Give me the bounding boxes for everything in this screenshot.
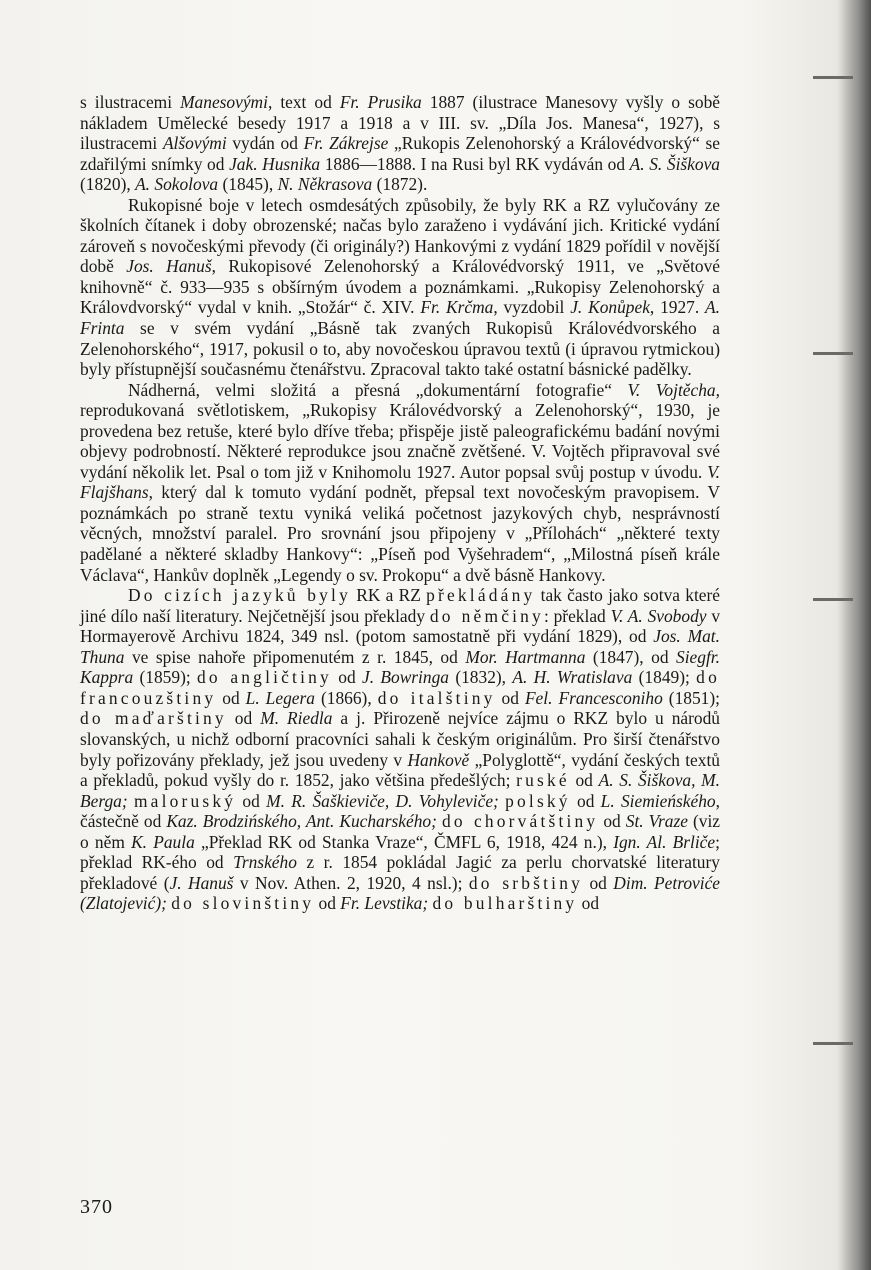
text-run: , reprodukovaná světlotiskem, „Rukopisy Královédvorský a Zelenohorský“, 1930, je provedena bez retuše, které bylo dříve třeba; přispěje jistě paleografickému badání novými objevy podrobností. Některé reprodukce jsou značně zvětšené. V. Vojtěch připravoval své vydání několik let. Psal o tom již v Knihomolu 1927. Autor popsal svůj postup v úvodu. [80, 379, 720, 482]
italic-name: Alšovými [162, 133, 227, 154]
spaced-emphasis: do němčiny [429, 605, 544, 626]
text-run: (1872). [372, 174, 428, 195]
italic-name: Jos. Hanuš [126, 256, 212, 277]
italic-name: Dim. Petroviće (Zlatojević); [80, 872, 721, 914]
text-run: „Polyglottě“, vydání českých textů a překladů, pokud vyšly do r. 1852, jako většina předešlých; [80, 749, 720, 791]
text-run: , částečně od [80, 790, 720, 832]
text-run: „Překlad RK od Stanka Vraze“, ČMFL 6, 1918, 424 n.), [194, 831, 614, 852]
page-number: 370 [80, 1196, 113, 1218]
paragraph-p1 [80, 92, 720, 195]
italic-name: V. Vojtěcha [627, 379, 716, 400]
italic-name: Fr. Zákrejse [303, 133, 389, 154]
italic-name: Fr. Levstika; [340, 893, 429, 914]
text-run: od [495, 687, 525, 708]
italic-name: A. H. Wratislava [512, 667, 633, 688]
text-run: od [577, 893, 600, 914]
page-edge-mark [813, 1042, 853, 1045]
page-edge-mark [813, 352, 853, 355]
spaced-emphasis: do slovinštiny [171, 893, 315, 914]
italic-name: Fr. Prusika [339, 92, 422, 112]
text-run: s ilustracemi [80, 92, 181, 112]
spaced-emphasis: ruské [516, 770, 570, 791]
text-run: od [570, 790, 601, 811]
text-run: RK a RZ [351, 585, 427, 606]
text-run: od [583, 872, 614, 893]
spaced-emphasis: do bulharštiny [432, 893, 578, 914]
spaced-emphasis: Do cizích jazyků byly [128, 585, 351, 606]
text-run: , text od [267, 92, 340, 112]
text-run: od [236, 790, 267, 811]
text-run: (1832), [448, 667, 513, 688]
text-run: vydán od [226, 133, 304, 154]
text-run: ; překlad RK-ého od [80, 831, 720, 873]
paragraph-p2 [80, 195, 720, 380]
italic-name: L. Legera [245, 687, 315, 708]
italic-name: Kaz. Brodzińského, Ant. Kucharského; [166, 811, 437, 832]
italic-name: L. Siemieńského [600, 790, 716, 811]
italic-name: Jak. Husnika [229, 153, 321, 174]
text-run: (1866), [314, 687, 378, 708]
text-run: a j. Přirozeně nejvíce zájmu o RKZ bylo u národů slovanských, u nichž odborní pracovníci sahali k českým originálům. Pro širší čtenářstvo byly pořizovány překlady, jež jsou uvedeny v [80, 708, 721, 770]
italic-name: Trnského [233, 852, 297, 873]
body-text [80, 92, 720, 914]
paragraph-p4 [80, 585, 720, 914]
italic-name: Hankově [407, 749, 470, 770]
italic-name: J. Hanuš [169, 872, 234, 893]
italic-name: A. Sokolova [135, 174, 219, 195]
spaced-emphasis: do angličtiny [197, 667, 332, 688]
italic-name: Jos. Mat. Thuna [80, 626, 720, 667]
text-run: , 1927. [649, 297, 706, 318]
text-run: v Nov. Athen. 2, 1920, 4 nsl.); [233, 872, 469, 893]
italic-name: N. Někrasova [277, 174, 373, 195]
italic-name: Siegfr. Kappra [80, 646, 720, 688]
italic-name: Fel. Francesconiho [524, 687, 663, 708]
text-run: Rukopisné boje v letech osmdesátých způsobily, že byly RK a RZ vylučovány ze školních čítanek i doby obrozenské; načas bylo zaraženo i vydávání jich. Kritické vydání zároveň s novočeskými převody (či originály?) Hankovými z vydání 1829 pořídil v novější době [80, 194, 720, 277]
text-run: tak často jako sotva které jiné dílo naší literatury. Nejčetnější jsou překlady [80, 585, 721, 626]
italic-name: Ign. Al. Brliče [613, 831, 716, 852]
paragraph-p3 [80, 380, 720, 585]
text-run: , který dal k tomuto vydání podnět, přepsal text novočeským pravopisem. V poznámkách po straně textu vyniká veliká početnost jazykových chyb, nesprávností věcných, množství paralel. Pro srovnání jsou připojeny v „Přílohách“ „některé texty padělané a některé skladby Hankovy“: „Píseň pod Vyšehradem“, „Milostná píseň krále Václava“, Hankův doplněk „Legendy o sv. Prokopu“ a dvě básně Hankovy. [80, 482, 720, 585]
italic-name: St. Vraze [625, 811, 688, 832]
italic-name: V. Flajšhans [80, 461, 720, 503]
text-run: od [569, 770, 599, 791]
text-run: ve spise nahoře připomenutém z r. 1845, od [124, 646, 466, 667]
italic-name: K. Paula [131, 831, 195, 852]
italic-name: A. S. Šiškova, M. Berga; [80, 770, 720, 811]
text-run: 1886—1888. I na Rusi byl RK vydáván od [320, 153, 630, 174]
italic-name: M. Riedla [260, 708, 333, 729]
spaced-emphasis: do maďarštiny [80, 708, 227, 729]
text-run: od [314, 893, 341, 914]
italic-name: A. Frinta [80, 297, 721, 339]
text-run: se v svém vydání „Básně tak zvaných Rukopisů Královédvorského a Zelenohorského“, 1917, pokusil o to, aby novočeskou úpravou textů (i úpravou rytmickou) byly přístupnější současnému čtenářstvu. Zpracoval takto také ostatní básnické padělky. [80, 318, 720, 380]
text-run: od [226, 708, 261, 729]
spaced-emphasis: překládány [426, 585, 536, 606]
spaced-emphasis: do francouzštiny [80, 667, 720, 708]
italic-name: Manesovými [180, 92, 268, 112]
spaced-emphasis: do italštiny [377, 687, 496, 708]
text-run: (1849); [632, 667, 697, 688]
spaced-emphasis: polský [505, 790, 571, 811]
italic-name: A. S. Šiškova [629, 153, 721, 174]
italic-name: J. Bowringa [361, 667, 449, 688]
text-run: od [598, 811, 626, 832]
spaced-emphasis: do chorvátštiny [441, 811, 599, 832]
spaced-emphasis: do srbštiny [468, 872, 584, 893]
text-run: , Rukopisové Zelenohorský a Královédvorský 1911, ve „Světové knihovně“ č. 933—935 s obšírným úvodem a poznámkami. „Rukopisy Zelenohorský a Královdvorský“ vydal v knih. „Stožár“ č. XIV. [80, 256, 721, 318]
text-run: „Rukopis Zelenohorský a Královédvorský“ se zdařilými snímky od [80, 133, 720, 174]
text-run: : překlad [543, 605, 611, 626]
text-run: 1887 (ilustrace Manesovy vyšly o sobě nákladem Umělecké besedy 1917 a 1918 a v III. sv. „Díla Jos. Manesa“, 1927), s ilustracemi [80, 92, 720, 154]
text-run: z r. 1854 pokládal Jagić za perlu chorvatské literatury překladové ( [80, 852, 720, 893]
page-edge-mark [813, 76, 853, 79]
text-run: (1845), [218, 174, 278, 195]
italic-name: Fr. Krčma [420, 297, 494, 318]
text-run: od [331, 667, 362, 688]
text-run: (viz o něm [80, 811, 721, 852]
spaced-emphasis: maloruský [133, 790, 237, 811]
text-run: , vyzdobil [493, 297, 571, 318]
text-run: Nádherná, velmi složitá a přesná „dokumentární fotografie“ [128, 379, 628, 400]
italic-name: J. Konůpek [570, 297, 650, 318]
text-run: (1859); [133, 667, 198, 688]
text-run: v Hormayerově Archivu 1824, 349 nsl. (potom samostatně při vydání 1829), od [80, 605, 721, 647]
text-run: (1851); [662, 687, 720, 708]
text-run: (1820), [80, 174, 136, 195]
italic-name: Mor. Hartmanna [465, 646, 586, 667]
page-edge-mark [813, 598, 853, 601]
binding-edge-shadow [841, 0, 871, 1270]
italic-name: M. R. Šaškieviče, D. Vohyleviče; [266, 790, 499, 811]
text-run: (1847), od [585, 646, 677, 667]
italic-name: V. A. Svobody [610, 605, 707, 626]
text-run: od [216, 687, 246, 708]
